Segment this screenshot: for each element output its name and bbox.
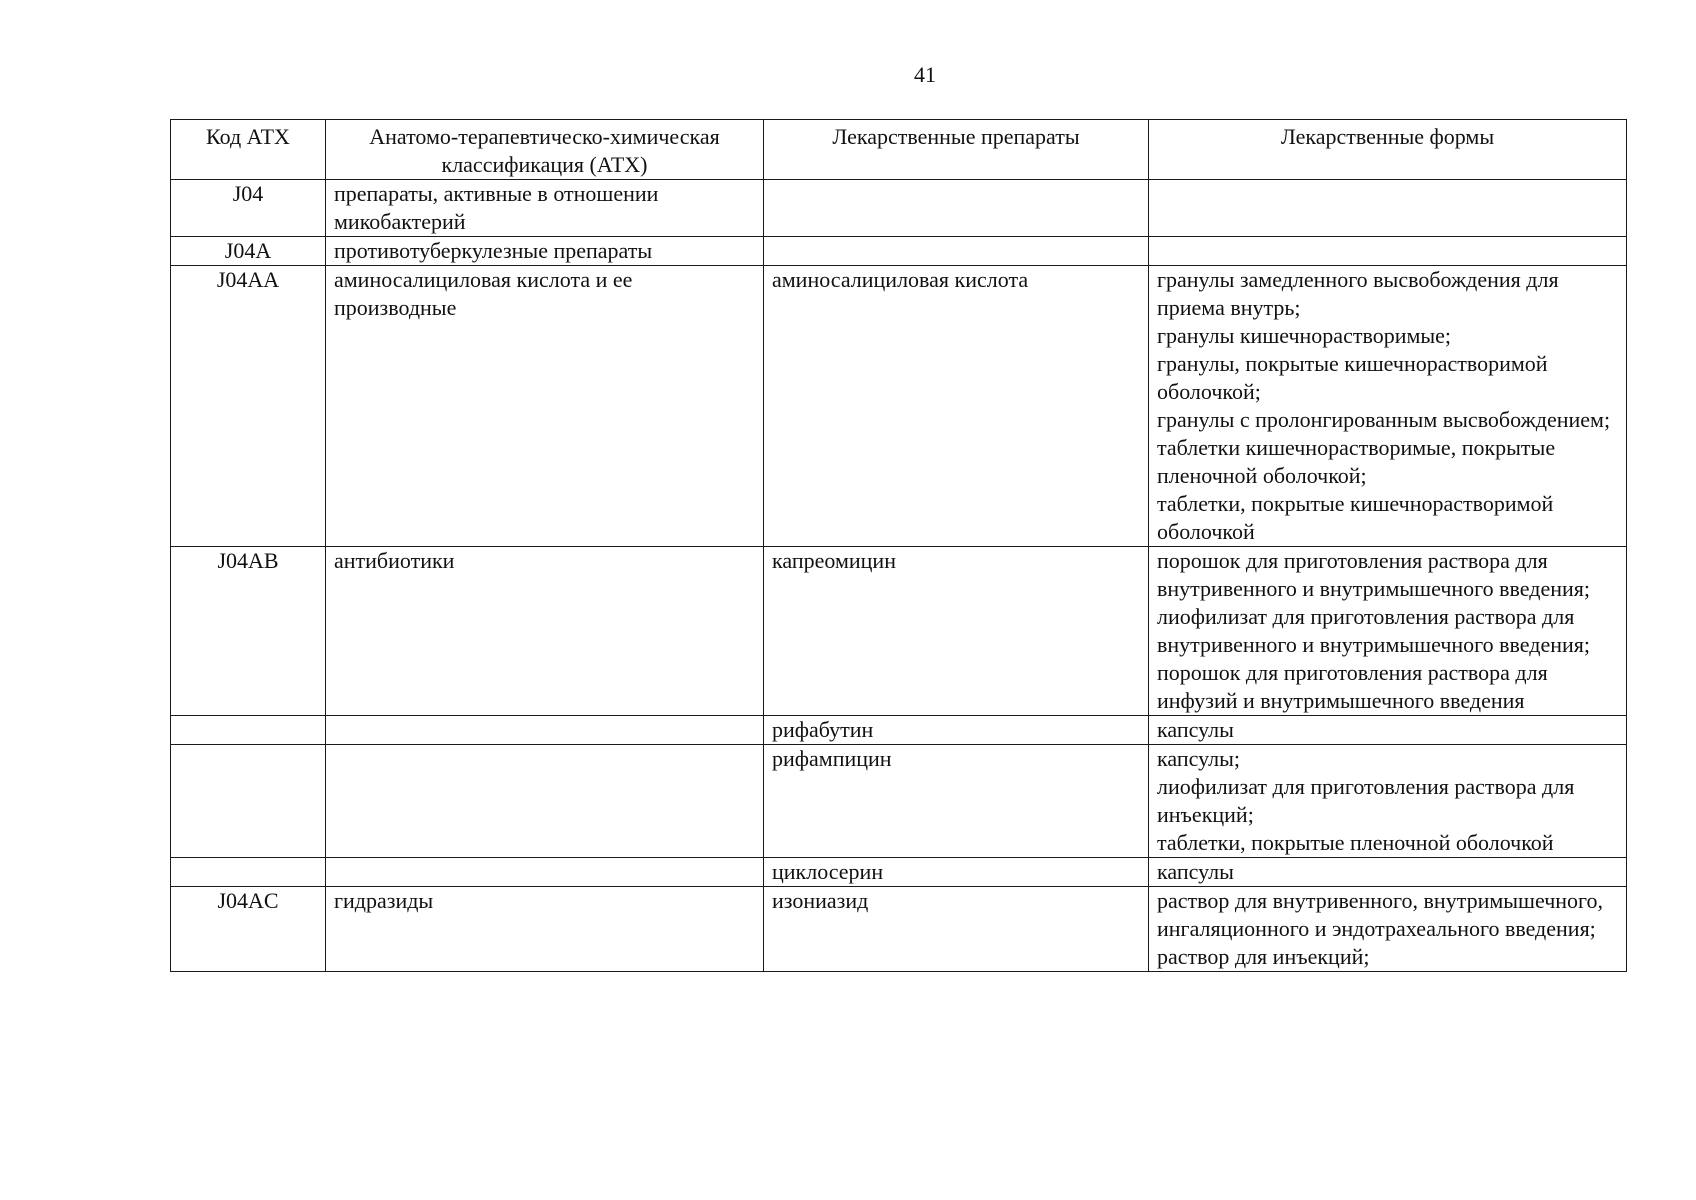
drug-form-item: раствор для инъекций;: [1157, 944, 1370, 969]
atc-classification: [326, 745, 764, 858]
header-drugs: Лекарственные препараты: [764, 120, 1149, 180]
drug-form-item: таблетки, покрытые пленочной оболочкой: [1157, 830, 1554, 855]
drug-form-item: таблетки, покрытые кишечнорастворимой оболочкой: [1157, 491, 1554, 544]
drug-form-item: порошок для приготовления раствора для внутривенного и внутримышечного введения;: [1157, 548, 1590, 601]
drug-form-item: гранулы кишечнорастворимые;: [1157, 323, 1452, 348]
drug-form-item: гранулы замедленного высвобождения для приема внутрь;: [1157, 267, 1559, 320]
atc-classification: антибиотики: [326, 547, 764, 716]
table-row: [171, 180, 1627, 237]
drug-forms: [1149, 716, 1627, 745]
table-row: [171, 887, 1627, 972]
atc-classification: [326, 858, 764, 887]
drug-form-item: гранулы с пролонгированным высвобождением;: [1157, 407, 1611, 432]
table-row: [171, 237, 1627, 266]
drug-name: изониазид: [764, 887, 1149, 972]
drug-form-item: гранулы, покрытые кишечнорастворимой оболочкой;: [1157, 351, 1548, 404]
drug-form-item: капсулы: [1157, 717, 1234, 742]
table-header-row: [171, 120, 1627, 180]
atc-code: [171, 858, 326, 887]
table-row: [171, 266, 1627, 547]
header-forms: Лекарственные формы: [1149, 120, 1627, 180]
drug-forms: [1149, 180, 1627, 237]
atc-code: J04AC: [171, 887, 326, 972]
drug-forms: [1149, 266, 1627, 547]
page-number: 41: [914, 62, 936, 87]
atc-code: J04A: [171, 237, 326, 266]
drug-form-item: капсулы: [1157, 859, 1234, 884]
table-row: [171, 716, 1627, 745]
atc-classification: аминосалициловая кислота и ее производные: [326, 266, 764, 547]
drug-name: циклосерин: [764, 858, 1149, 887]
drug-forms: [1149, 887, 1627, 972]
drug-name: [764, 237, 1149, 266]
atc-classification: гидразиды: [326, 887, 764, 972]
drug-forms: [1149, 745, 1627, 858]
drug-name: капреомицин: [764, 547, 1149, 716]
drug-form-item: раствор для внутривенного, внутримышечного, ингаляционного и эндотрахеального введения;: [1157, 888, 1604, 941]
drug-form-item: лиофилизат для приготовления раствора для внутривенного и внутримышечного введения;: [1157, 604, 1590, 657]
drug-form-item: порошок для приготовления раствора для инфузий и внутримышечного введения: [1157, 660, 1548, 713]
atc-code: J04AA: [171, 266, 326, 547]
table-row: [171, 745, 1627, 858]
drug-form-item: лиофилизат для приготовления раствора для инъекций;: [1157, 774, 1575, 827]
atc-code: J04: [171, 180, 326, 237]
drug-name: [764, 180, 1149, 237]
drug-form-item: капсулы;: [1157, 746, 1240, 771]
header-code: Код АТХ: [171, 120, 326, 180]
drug-name: рифабутин: [764, 716, 1149, 745]
drug-name: рифампицин: [764, 745, 1149, 858]
drug-forms: [1149, 237, 1627, 266]
drug-forms: [1149, 547, 1627, 716]
drug-form-item: таблетки кишечнорастворимые, покрытые пленочной оболочкой;: [1157, 435, 1556, 488]
atc-code: [171, 745, 326, 858]
table-row: [171, 547, 1627, 716]
atc-classification: [326, 716, 764, 745]
atc-code: J04AB: [171, 547, 326, 716]
atc-code: [171, 716, 326, 745]
drug-forms: [1149, 858, 1627, 887]
atc-classification: противотуберкулезные препараты: [326, 237, 764, 266]
header-classification: Анатомо-терапевтическо-химическая классификация (АТХ): [326, 120, 764, 180]
atc-table: [170, 119, 1627, 972]
atc-classification: препараты, активные в отношении микобактерий: [326, 180, 764, 237]
drug-name: аминосалициловая кислота: [764, 266, 1149, 547]
table-row: [171, 858, 1627, 887]
